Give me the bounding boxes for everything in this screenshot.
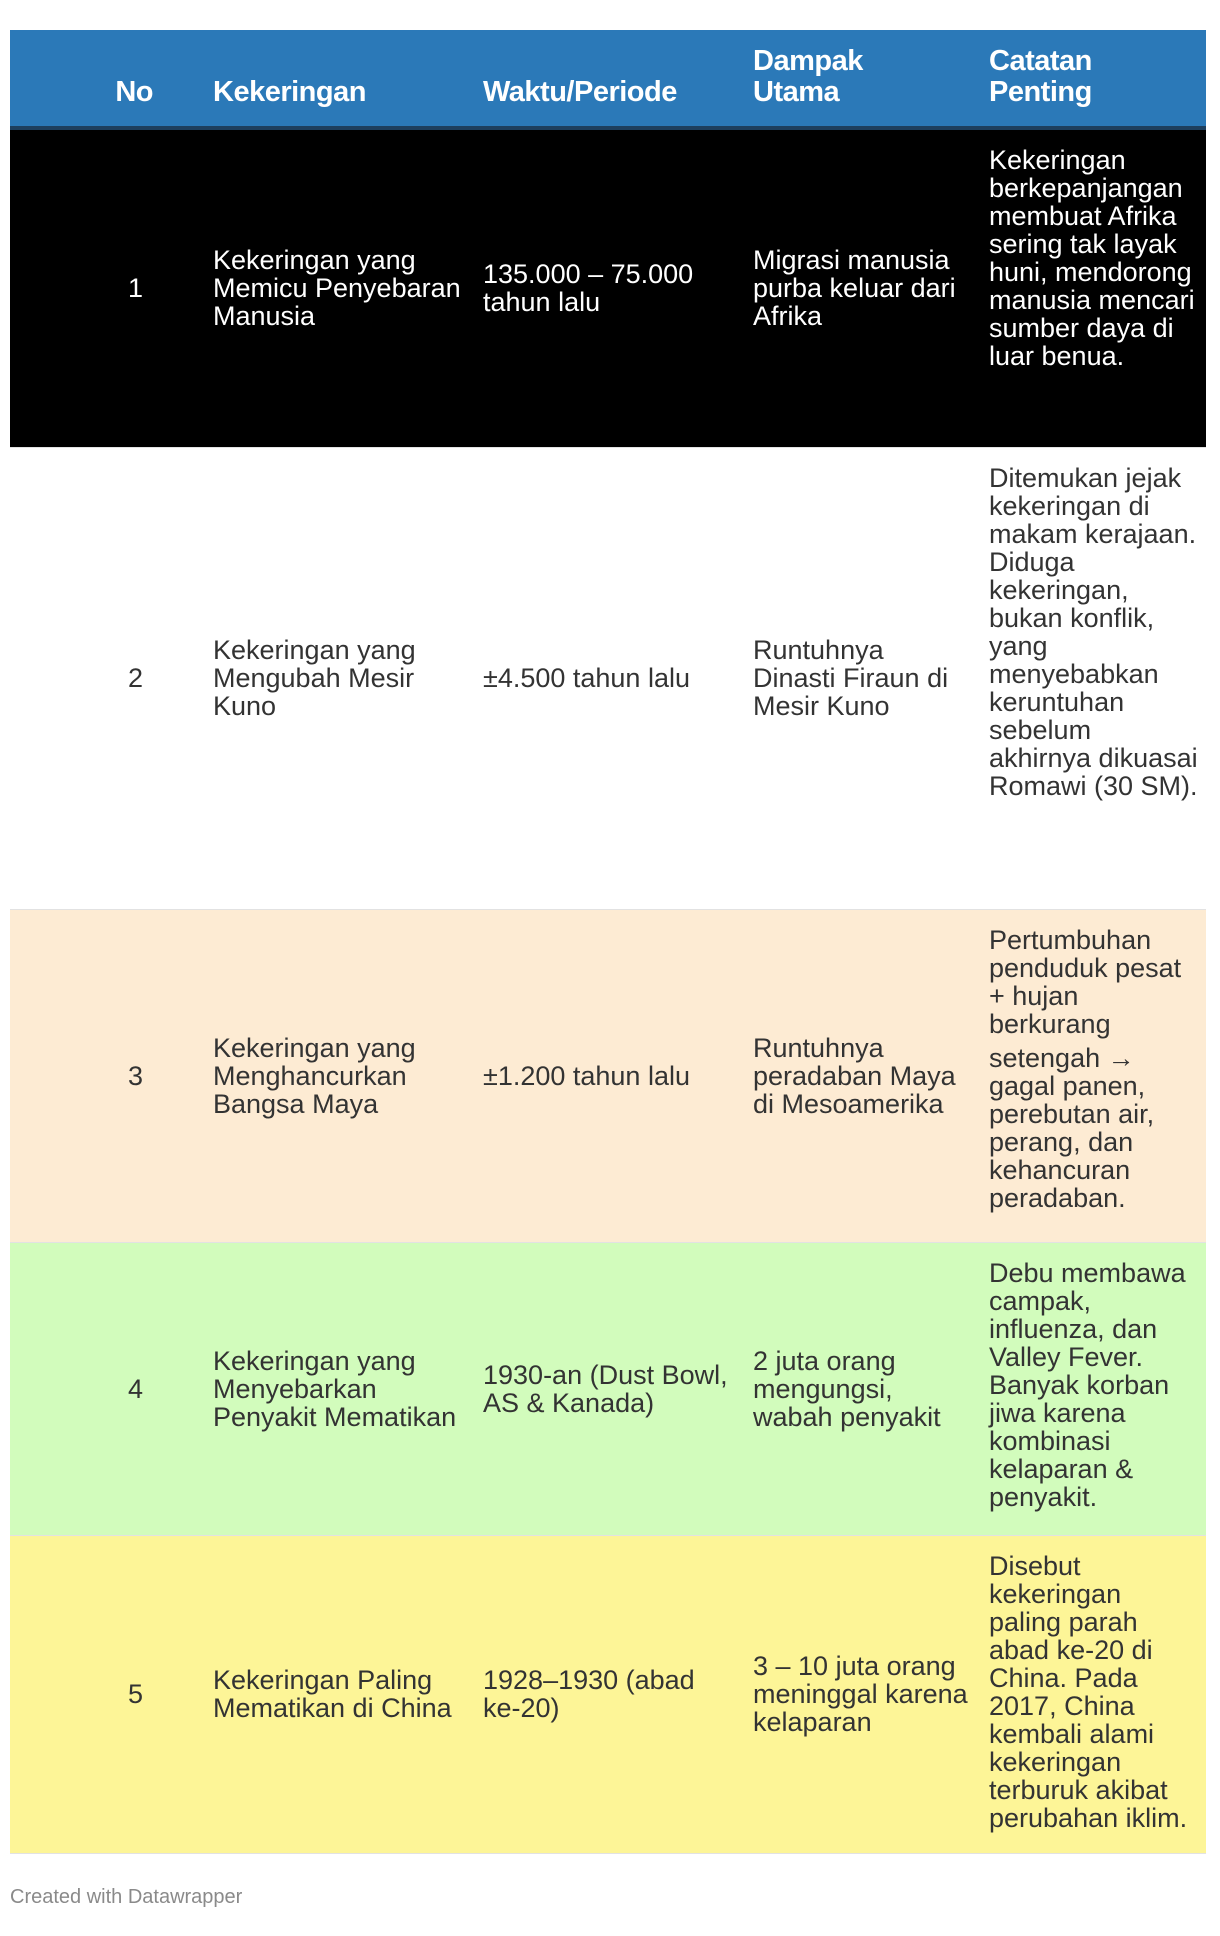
table-row [10,1242,1206,1535]
cell-no: 3 [10,909,205,1242]
drought-table [10,30,1206,1854]
cell-kekeringan: Kekeringan yang Memicu Penyebaran Manusia [205,128,475,447]
cell-catatan [981,1242,1206,1535]
header-waktu-label: Waktu/Periode [483,76,677,108]
header-catatan-label-line1: Catatan [989,45,1092,77]
cell-waktu: 1928–1930 (abad ke-20) [475,1535,745,1853]
header-no-label: No [115,76,153,108]
table-header [10,30,1206,128]
catatan-text: Pertumbuhan penduduk pesat + hujan berkurang [989,924,1182,1039]
cell-no: 2 [10,447,205,909]
cell-waktu: 1930-an (Dust Bowl, AS & Kanada) [475,1242,745,1535]
cell-catatan [981,447,1206,909]
datawrapper-credit[interactable]: Created with Datawrapper [10,1886,243,1908]
cell-dampak: 3 – 10 juta orang meninggal karena kelaparan [745,1535,981,1853]
header-row [10,30,1206,128]
catatan-text: Disebut kekeringan paling parah abad ke-20 di China. Pada 2017, China kembali alami kekeringan terburuk akibat perubahan iklim. [989,1550,1188,1833]
cell-no: 1 [10,128,205,447]
cell-dampak: Migrasi manusia purba keluar dari Afrika [745,128,981,447]
cell-dampak: 2 juta orang mengungsi, wabah penyakit [745,1242,981,1535]
cell-catatan [981,909,1206,1242]
header-catatan-label-line2: Penting [989,76,1092,108]
table-row [10,909,1206,1242]
cell-kekeringan: Kekeringan yang Mengubah Mesir Kuno [205,447,475,909]
cell-catatan [981,128,1206,447]
header-catatan[interactable] [981,30,1206,128]
header-no[interactable] [10,30,205,128]
catatan-text-continued: setengah → gagal panen, perebutan air, perang, dan kehancuran peradaban. [989,1042,1155,1213]
catatan-text: Kekeringan berkepanjangan membuat Afrika sering tak layak huni, mendorong manusia mencari sumber daya di luar benua. [989,145,1195,371]
header-kekeringan-label: Kekeringan [213,76,366,108]
cell-kekeringan: Kekeringan Paling Mematikan di China [205,1535,475,1853]
catatan-text: Debu membawa campak, influenza, dan Valley Fever. Banyak korban jiwa karena kombinasi kelaparan & penyakit. [989,1257,1186,1512]
cell-dampak: Runtuhnya peradaban Maya di Mesoamerika [745,909,981,1242]
header-waktu[interactable] [475,30,745,128]
header-dampak-label-line2: Utama [753,76,840,108]
cell-no: 5 [10,1535,205,1853]
cell-kekeringan: Kekeringan yang Menyebarkan Penyakit Mematikan [205,1242,475,1535]
header-dampak[interactable] [745,30,981,128]
cell-dampak: Runtuhnya Dinasti Firaun di Mesir Kuno [745,447,981,909]
header-dampak-label-line1: Dampak [753,45,863,77]
cell-waktu: ±1.200 tahun lalu [475,909,745,1242]
table-body [10,128,1206,1853]
header-kekeringan[interactable] [205,30,475,128]
cell-no: 4 [10,1242,205,1535]
cell-catatan [981,1535,1206,1853]
cell-waktu: ±4.500 tahun lalu [475,447,745,909]
catatan-text: Ditemukan jejak kekeringan di makam kerajaan. Diduga kekeringan, bukan konflik, yang menyebabkan keruntuhan sebelum akhirnya dikuasai Romawi (30 SM). [989,462,1198,801]
table-row [10,447,1206,909]
cell-waktu: 135.000 – 75.000 tahun lalu [475,128,745,447]
cell-kekeringan: Kekeringan yang Menghancurkan Bangsa Maya [205,909,475,1242]
table-row [10,1535,1206,1853]
table-row [10,128,1206,447]
drought-table-container [10,30,1206,1854]
